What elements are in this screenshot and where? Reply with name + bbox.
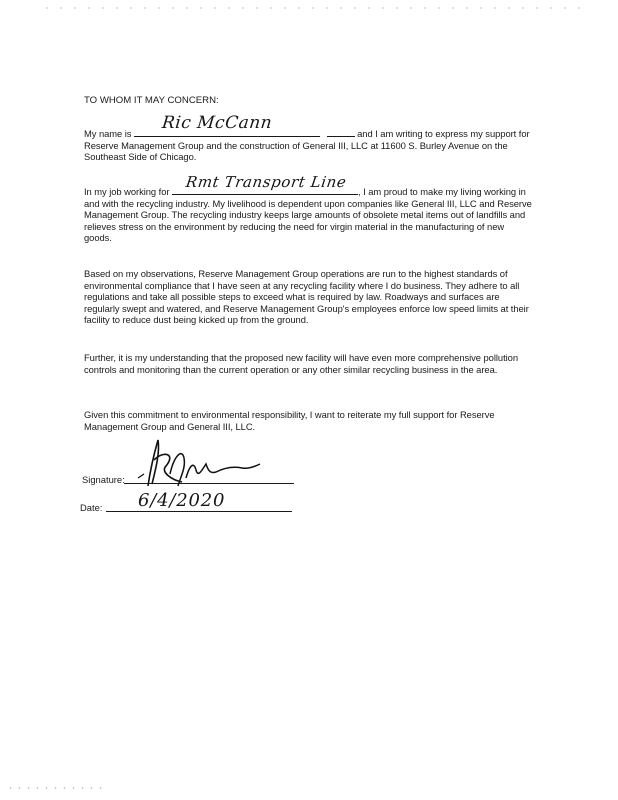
handwritten-signature	[120, 434, 270, 494]
scan-artifact-bottom	[6, 786, 106, 790]
paragraph-2	[84, 185, 532, 244]
paragraph-3: Based on my observations, Reserve Management Group operations are run to the highest standards of environmental compliance that I have seen at any recycling facility where I do business. They adhere to all regulations and take all possible steps to exceed what is required by law. Roadways and surfaces are regularly swept and watered, and Reserve Management Group's employees enforce low speed limits at their facility to reduce dust being kicked up from the ground.	[84, 268, 529, 326]
signature-label: Signature:	[82, 474, 125, 485]
scan-artifact-top	[40, 6, 580, 10]
para1-prefix: My name is	[84, 128, 132, 139]
paragraph-1	[84, 127, 532, 163]
handwritten-employer: Rmt Transport Line	[184, 173, 348, 191]
para2-prefix: In my job working for	[84, 186, 170, 197]
paragraph-5: Given this commitment to environmental responsibility, I want to reiterate my full support for Reserve Management Group and General III, LLC.	[84, 409, 495, 432]
salutation: TO WHOM IT MAY CONCERN:	[84, 95, 219, 106]
para1-rest: and I am writing to express my support for Reserve Management Group and the construction of General III, LLC at 11600 S. Burley Avenue on the Southeast Side of Chicago.	[84, 128, 530, 163]
handwritten-date: 6/4/2020	[138, 490, 226, 511]
paragraph-4: Further, it is my understanding that the proposed new facility will have even more comprehensive pollution controls and monitoring than the current operation or any other similar recycling business in the area.	[84, 352, 518, 375]
para2-rest: , I am proud to make my living working in and with the recycling industry. My livelihood is dependent upon companies like General III, LLC and Reserve Management Group. The recycling industry keeps large amounts of obsolete metal items out of landfills and relieves stress on the environment by reducing the need for virgin material in the manufacturing of new goods.	[84, 186, 532, 244]
date-line	[106, 511, 292, 512]
date-label: Date:	[80, 502, 103, 513]
name-blank-line-tail	[327, 127, 355, 137]
handwritten-name: Ric McCann	[160, 113, 274, 133]
